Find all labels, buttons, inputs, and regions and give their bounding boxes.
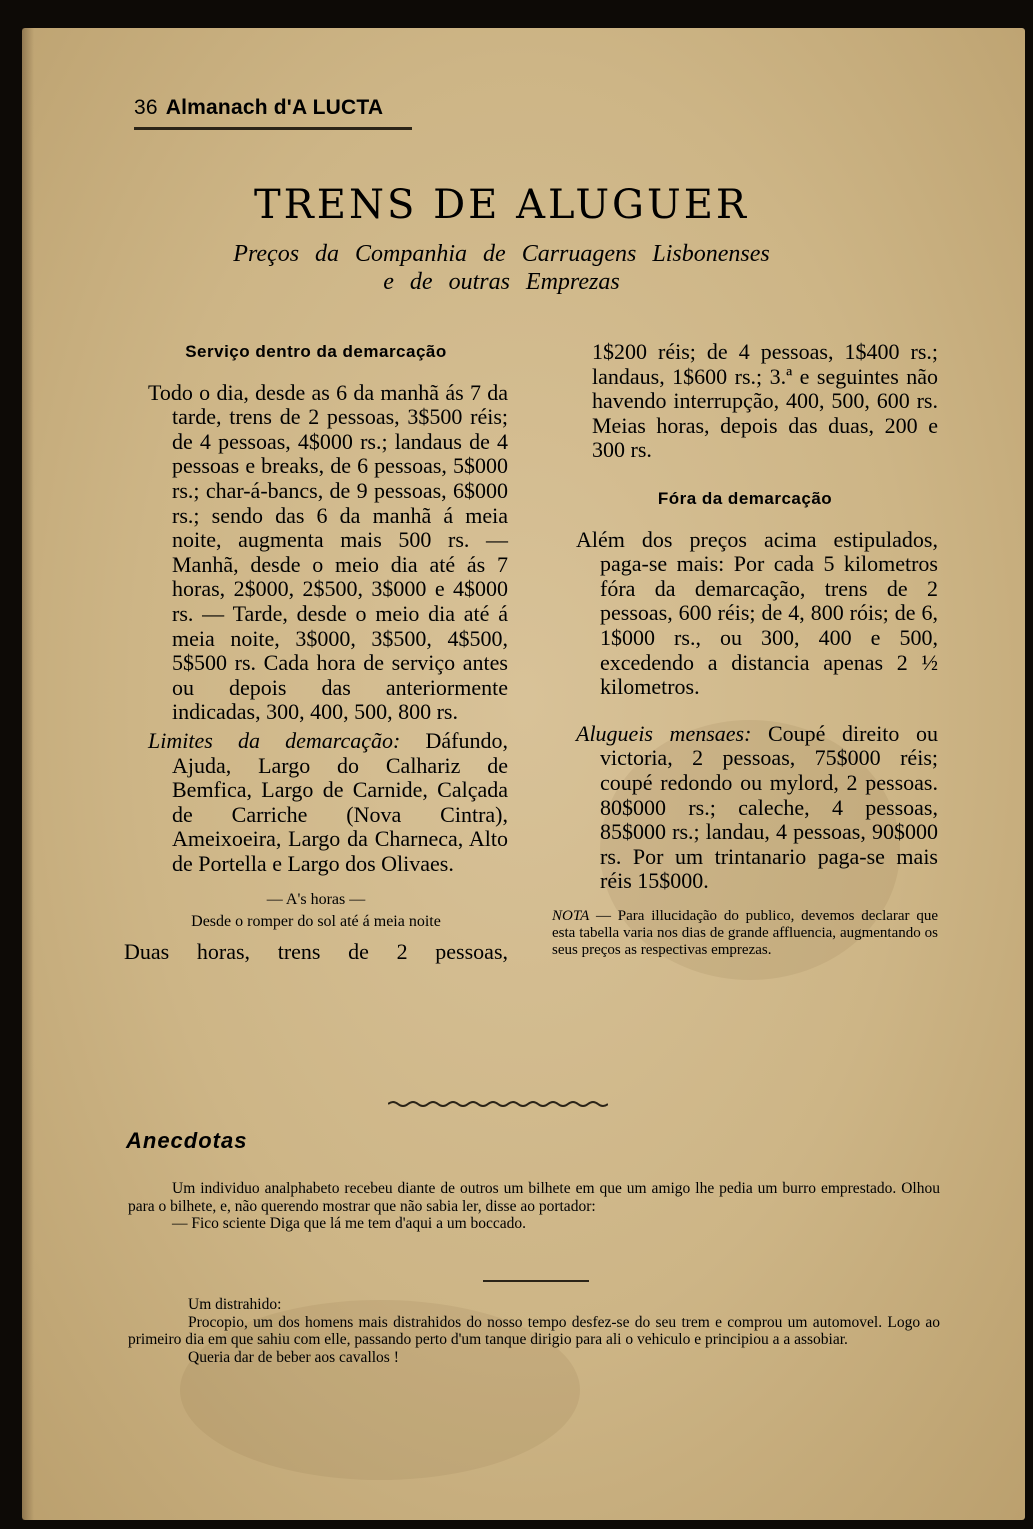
anecdote-2-text: Procopio, um dos homens mais distrahidos do nosso tempo desfez-se do seu trem e comprou um automovel. Logo ao primeiro dia em que sahiu com elle, passando perto d'um tanque dirigio para ali o vehiculo e principiou a a assobiar. — [128, 1313, 940, 1348]
anecdote-separator — [483, 1280, 589, 1282]
anecdote-1 — [128, 1180, 940, 1233]
subtitle-line-2: e de outras Emprezas — [383, 269, 620, 295]
duas-horas-line: Duas horas, trens de 2 pessoas, — [124, 939, 508, 965]
paragraph-alugueis — [552, 722, 938, 894]
left-column — [124, 314, 508, 965]
anecdote-2-ending: Queria dar de beber aos cavallos ! — [188, 1348, 399, 1366]
paragraph-continued: 1$200 réis; de 4 pessoas, 1$400 rs.; landaus, 1$600 rs.; 3.ª e seguintes não havendo interrupção, 400, 500, 600 rs. Meias horas, depois das duas, 200 e 300 rs. — [592, 339, 938, 463]
anecdote-2-title: Um distrahido: — [188, 1296, 282, 1313]
anecdote-1-reply: — Fico sciente Diga que lá me tem d'aqui a um boccado. — [172, 1215, 527, 1232]
paragraph-limits — [124, 729, 508, 877]
header-rule — [134, 127, 412, 130]
paragraph-prices: Todo o dia, desde as 6 da manhã ás 7 da tarde, trens de 2 pessoas, 3$500 réis; de 4 pessoas, 4$000 rs.; landaus de 4 pessoas e breaks, de 6 pessoas, 5$000 rs.; char-á-bancs, de 9 pessoas, 6$000 rs.; sendo das 6 da manhã á meia noite, augmenta mais 500 rs. — Manhã, desde o meio dia até ás 7 horas, 2$000, 2$500, 3$000 e 4$000 rs. — Tarde, desde o meio dia até á meia noite, 3$000, 3$500, 4$500, 5$500 rs. Cada hora de serviço antes ou depois das anteriormente indicadas, 300, 400, 500, 800 rs. — [148, 379, 508, 725]
anecdote-1-text: Um individuo analphabeto recebeu diante de outros um bilhete em que um amigo lhe pedia um burro emprestado. Olhou para o bilhete, e, não querendo mostrar que não sabia ler, disse ao portador: — [128, 1180, 940, 1215]
right-column — [552, 314, 938, 974]
anecdotas-title: Anecdotas — [126, 1128, 248, 1153]
ahoras-subheading: Desde o romper do sol até á meia noite — [191, 913, 441, 931]
limits-text: Dáfundo, Ajuda, Largo do Calhariz de Bemfica, Largo de Carnide, Calçada de Carriche (Nova Cintra), Ameixoeira, Largo da Charneca, Alto de Portella e Largo dos Olivaes. — [172, 727, 508, 876]
running-title: Almanach d'A LUCTA — [165, 96, 384, 119]
running-header — [134, 96, 434, 120]
alugueis-text: Coupé direito ou victoria, 2 pessoas, 75$000 réis; coupé redondo ou mylord, 2 pessoas. 80$000 rs.; caleche, 4 pessoas, 85$000 rs.; landau, 4 pessoas, 90$000 rs. Por um trintanario paga-se mais réis 15$000. — [600, 720, 938, 894]
ahoras-heading: — A's horas — — [266, 891, 366, 909]
section-heading-fora: Fóra da demarcação — [657, 488, 833, 508]
ornamental-divider — [388, 1098, 608, 1110]
nota-paragraph — [552, 908, 938, 959]
nota-lead: NOTA — [552, 907, 590, 924]
page-number: 36 — [134, 96, 158, 119]
limits-lead: Limites da demarcação: — [148, 727, 401, 753]
subtitle-line-1: Preços da Companhia de Carruagens Lisbonenses — [233, 241, 770, 267]
page-title: TRENS DE ALUGUER — [253, 182, 750, 228]
anecdote-2 — [128, 1296, 940, 1366]
paragraph-fora: Além dos preços acima estipulados, paga-se mais: Por cada 5 kilometros fóra da demarcação, trens de 2 pessoas, 600 réis; de 4, 800 róis; de 6, 1$000 rs., ou 300, 400 e 500, excedendo a distancia apenas 2 ½ kilometros. — [576, 526, 938, 700]
alugueis-lead: Alugueis mensaes: — [576, 720, 752, 746]
section-heading-dentro: Serviço dentro da demarcação — [185, 342, 447, 361]
subtitle — [0, 240, 1003, 296]
nota-text: — Para illucidação do publico, devemos declarar que esta tabella varia nos dias de grande affluencia, augmentando os seus preços as respectivas emprezas. — [552, 907, 938, 958]
